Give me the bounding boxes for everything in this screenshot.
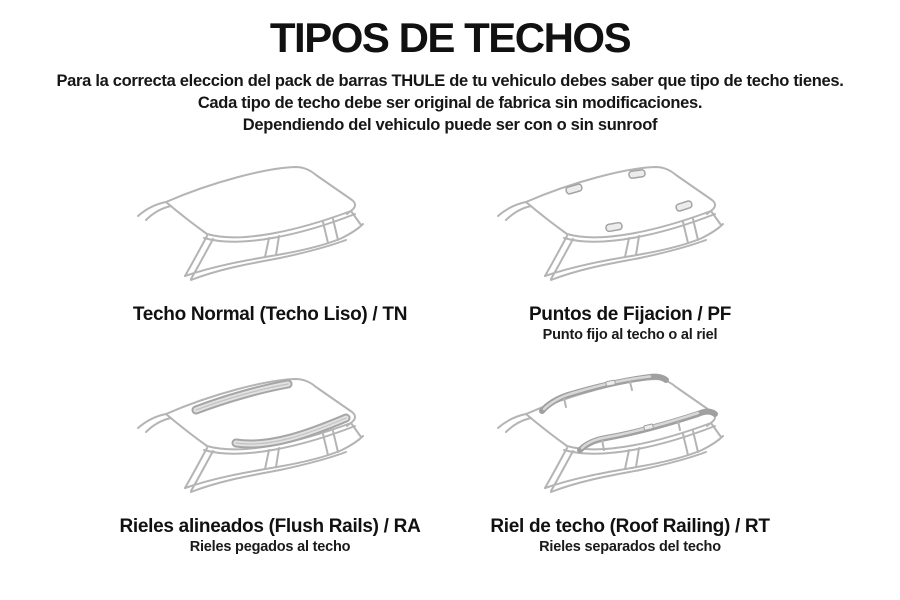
intro-line-1: Para la correcta eleccion del pack de barras THULE de tu vehiculo debes saber que tipo de techo tienes.	[56, 72, 844, 90]
roof-type-caption	[120, 516, 421, 555]
roof-type-label-pf: Puntos de Fijacion / PF	[528, 304, 732, 326]
intro-text	[0, 71, 900, 136]
roof-railing-illustration	[480, 366, 780, 516]
intro-line-2: Cada tipo de techo debe ser original de fabrica sin modificaciones.	[197, 93, 703, 112]
roof-type-sublabel-ra: Rieles pegados al techo	[189, 539, 351, 556]
smooth-roof-illustration	[120, 154, 420, 304]
roof-type-card-tn	[90, 154, 450, 366]
roof-type-card-rt	[450, 366, 810, 578]
page-title: TIPOS DE TECHOS	[269, 14, 631, 61]
roof-type-sublabel-rt: Rieles separados del techo	[539, 539, 721, 556]
fixpoint-roof-illustration	[480, 154, 780, 304]
roof-type-card-pf	[450, 154, 810, 366]
roof-type-card-ra	[90, 366, 450, 578]
roof-type-label-rt: Riel de techo (Roof Railing) / RT	[490, 516, 770, 538]
roof-type-label-tn: Techo Normal (Techo Liso) / TN	[132, 304, 408, 326]
roof-type-caption	[490, 516, 769, 555]
intro-line-3: Dependiendo del vehiculo puede ser con o sin sunroof	[242, 115, 658, 134]
roof-type-caption	[529, 304, 731, 343]
roof-type-sublabel-pf: Punto fijo al techo o al riel	[542, 327, 718, 344]
roof-type-caption	[133, 304, 407, 326]
roof-type-label-ra: Rieles alineados (Flush Rails) / RA	[119, 516, 421, 538]
roof-types-grid	[90, 154, 810, 578]
flush-rails-roof-illustration	[120, 366, 420, 516]
